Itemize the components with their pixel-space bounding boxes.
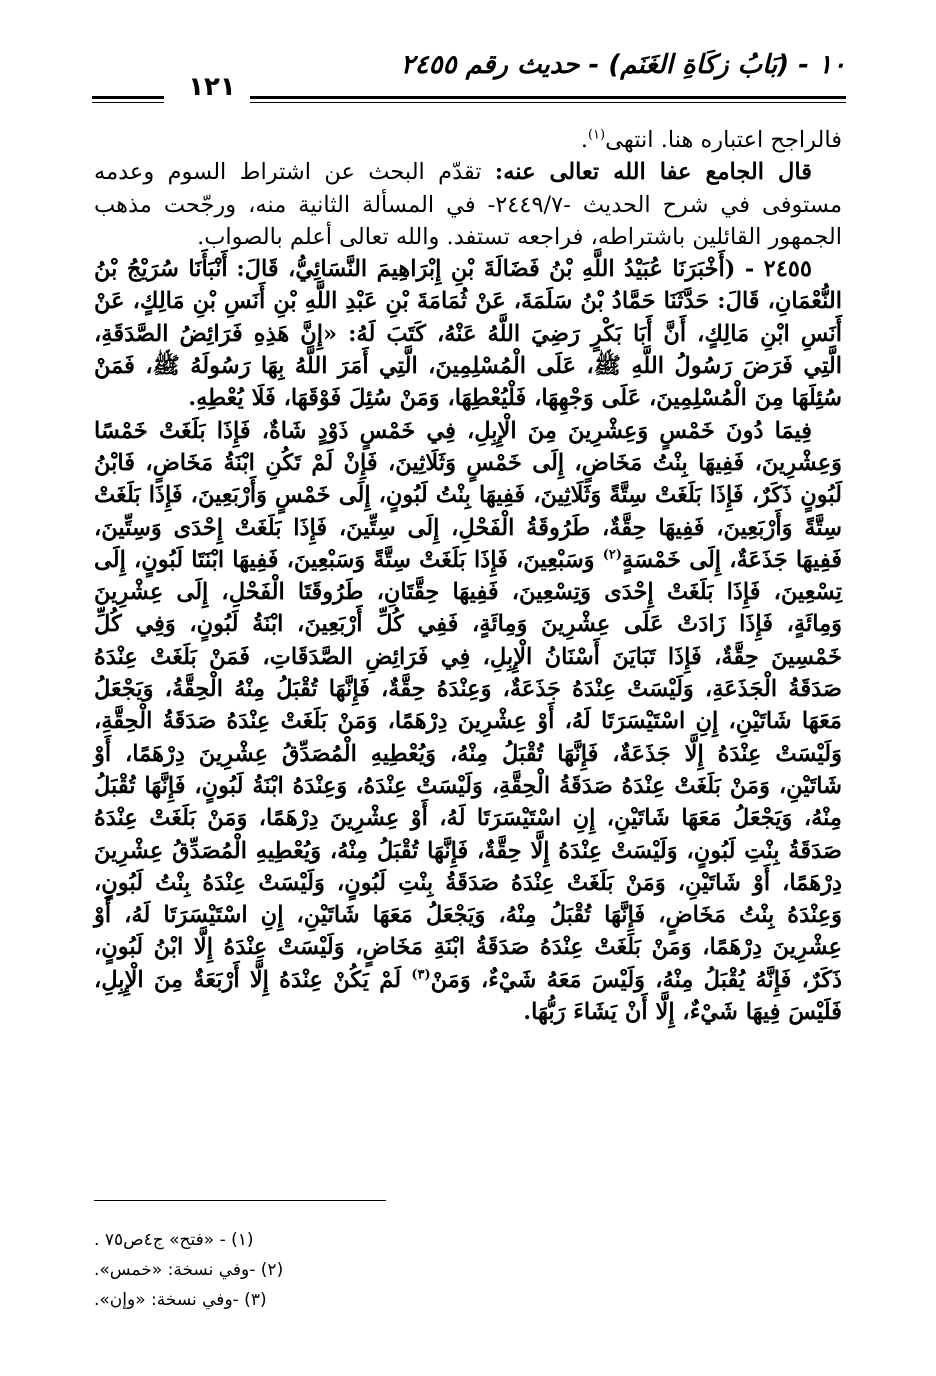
hadith-text: فِيمَا دُونَ خَمْسٍ وَعِشْرِينَ مِنَ الْإِبِلِ، فِي خَمْسٍ ذَوْدٍ شَاةٌ، فَإِذَا بَلَغَتْ خَمْسًا وَعِشْرِينَ، فَفِيهَا بِنْتُ مَخَاضٍ، إِلَى خَمْسٍ وَثَلَاثِينَ، فَإِنْ لَمْ تَكُنِ ابْنَةُ مَخَاضٍ، فَابْنُ لَبُونٍ ذَكَرٌ، فَإِذَا بَلَغَتْ سِتَّةً وَثَلَاثِينَ، فَفِيهَا بِنْتُ لَبُونٍ، إِلَى خَمْسٍ وَأَرْبَعِينَ، فَإِذَا بَلَغَتْ سِتَّةً وَأَرْبَعِينَ، فَفِيهَا حِقَّةٌ، طَرُوقَةُ الْفَحْلِ، إِلَى سِتِّينَ، فَإِذَا بَلَغَتْ إِحْدَى وَسِتِّينَ، فَفِيهَا جَذَعَةٌ، إِلَى خَمْسَةٍ [94, 417, 842, 573]
paragraph-compiler-note [94, 156, 842, 253]
paragraph-text: فالراجح اعتباره هنا. انتهى [605, 127, 842, 153]
footnotes [94, 1225, 494, 1315]
footnote-ref: (٣) [411, 967, 431, 983]
paragraph-end: . [580, 127, 588, 153]
running-header: ١٠ - (بَابُ زكَاةِ الغَنَم) - حديث رقم ٢٤٥٥ [400, 50, 846, 80]
footnote-item: (٢) -وفي نسخة: «خمس». [94, 1260, 284, 1280]
paragraph-hadith-isnad [94, 253, 842, 414]
compiler-lead: قال الجامع عفا الله تعالى عنه: [494, 159, 812, 186]
footnote-ref: (٢) [602, 547, 622, 563]
paragraph-hadith-matn [94, 415, 842, 1029]
hadith-text: لَمْ يَكُنْ عِنْدَهُ إِلَّا أَرْبَعَةٌ مِنَ الْإِبِلِ، فَلَيْسَ فِيهَا شَيْءٌ، إِلَّا أَنْ يَشَاءَ رَبُّهَا. [94, 966, 842, 1026]
page-number: ١٢١ [188, 72, 236, 102]
header-rule-short [92, 96, 164, 103]
paragraph-text: تقدّم البحث عن اشتراط السوم وعدمه مستوفى في شرح الحديث -٢٤٤٩/٧- في المسألة الثانية منه، ورجّحت مذهب الجمهور القائلين باشتراطه، فراجعه تستفد. والله تعالى أعلم بالصواب. [94, 159, 842, 250]
footnote-ref: (١) [587, 127, 606, 143]
page-body [94, 124, 842, 1028]
footnote-item: (١) - «فتح» ج٤ص٧٥ . [94, 1230, 254, 1250]
header-rule [250, 96, 846, 103]
footnote-divider [94, 1200, 386, 1201]
footnote-item: (٣) -وفي نسخة: «وإن». [94, 1290, 267, 1310]
hadith-text: أَنْبَأَنَا سُرَيْجُ بْنُ النُّعْمَانِ، قَالَ: حَدَّثَنَا حَمَّادُ بْنُ سَلَمَةَ، عَنْ ثُمَامَةَ بْنِ عَبْدِ اللَّهِ بْنِ أَنَسِ بْنِ مَالِكٍ، عَنْ أَنَسِ ابْنِ مَالِكٍ، أَنَّ أَبَا بَكْرٍ رَضِيَ اللَّهُ عَنْهُ، كَتَبَ لَهُ: «إِنَّ هَذِهِ فَرَائِضُ الصَّدَقَةِ، الَّتِي فَرَضَ رَسُولُ اللَّهِ ﷺ، عَلَى الْمُسْلِمِينَ، الَّتِي أَمَرَ اللَّهُ بِهَا رَسُولَهُ ﷺ، فَمَنْ سُئِلَهَا مِنَ الْمُسْلِمِينَ، عَلَى وَجْهِهَا، فَلْيُعْطِهَا، وَمَنْ سُئِلَ فَوْقَهَا، فَلَا يُعْطِهِ. [94, 256, 842, 412]
paragraph-conclusion [94, 124, 842, 156]
hadith-text: وَسَبْعِينَ، فَإِذَا بَلَغَتْ سِتَّةً وَسَبْعِينَ، فَفِيهَا ابْنَتَا لَبُونٍ، إِلَى تِسْعِينَ، فَإِذَا بَلَغَتْ إِحْدَى وَتِسْعِينَ، فَفِيهَا حِقَّتَانِ، طَرُوقَتَا الْفَحْلِ، إِلَى عِشْرِينَ وَمِائَةٍ، فَإِذَا زَادَتْ عَلَى عِشْرِينَ وَمِائَةٍ، فَفِي كُلِّ أَرْبَعِينَ، ابْنَةُ لَبُونٍ، وَفِي كُلِّ خَمْسِينَ حِقَّةٌ، فَإِذَا تَبَايَنَ أَسْنَانُ الْإِبِلِ، فِي فَرَائِضِ الصَّدَقَاتِ، فَمَنْ بَلَغَتْ عِنْدَهُ صَدَقَةُ الْجَذَعَةِ، وَلَيْسَتْ عِنْدَهُ جَذَعَةٌ، وَعِنْدَهُ حِقَّةٌ، فَإِنَّهَا تُقْبَلُ مِنْهُ الْحِقَّةُ، وَيَجْعَلُ مَعَهَا شَاتَيْنِ، إِنِ اسْتَيْسَرَتَا لَهُ، أَوْ عِشْرِينَ دِرْهَمًا، وَمَنْ بَلَغَتْ عِنْدَهُ صَدَقَةُ الْحِقَّةِ، وَلَيْسَتْ عِنْدَهُ إِلَّا جَذَعَةٌ، فَإِنَّهَا تُقْبَلُ مِنْهُ، وَيُعْطِيهِ الْمُصَدِّقُ عِشْرِينَ دِرْهَمًا، أَوْ شَاتَيْنِ، وَمَنْ بَلَغَتْ عِنْدَهُ صَدَقَةُ الْحِقَّةِ، وَلَيْسَتْ عِنْدَهُ، وَعِنْدَهُ ابْنَةُ لَبُونٍ، فَإِنَّهَا تُقْبَلُ مِنْهُ، وَيَجْعَلُ مَعَهَا شَاتَيْنِ، إِنِ اسْتَيْسَرَتَا لَهُ، أَوْ عِشْرِينَ دِرْهَمًا، وَمَنْ بَلَغَتْ عِنْدَهُ صَدَقَةُ بِنْتِ لَبُونٍ، وَلَيْسَتْ عِنْدَهُ إِلَّا حِقَّةٌ، فَإِنَّهَا تُقْبَلُ مِنْهُ، وَيُعْطِيهِ الْمُصَدِّقُ عِشْرِينَ دِرْهَمًا، أَوْ شَاتَيْنِ، وَمَنْ بَلَغَتْ عِنْدَهُ صَدَقَةُ بِنْتِ لَبُونٍ، وَلَيْسَتْ عِنْدَهُ بِنْتُ لَبُونٍ، وَعِنْدَهُ بِنْتُ مَخَاضٍ، فَإِنَّهَا تُقْبَلُ مِنْهُ، وَيَجْعَلُ مَعَهَا شَاتَيْنِ، إِنِ اسْتَيْسَرَتَا لَهُ، أَوْ عِشْرِينَ دِرْهَمًا، وَمَنْ بَلَغَتْ عِنْدَهُ صَدَقَةُ ابْنَةِ مَخَاضٍ، وَلَيْسَتْ عِنْدَهُ إِلَّا ابْنُ لَبُونٍ، ذَكَرٌ، فَإِنَّهُ يُقْبَلُ مِنْهُ، وَلَيْسَ مَعَهُ شَيْءٌ، وَمَنْ [94, 546, 842, 993]
hadith-number-lead: ٢٤٥٥ - (أَخْبَرَنَا عُبَيْدُ اللَّهِ بْنُ فَضَالَةَ بْنِ إِبْرَاهِيمَ النَّسَائِيُّ، قَالَ: [236, 256, 813, 283]
